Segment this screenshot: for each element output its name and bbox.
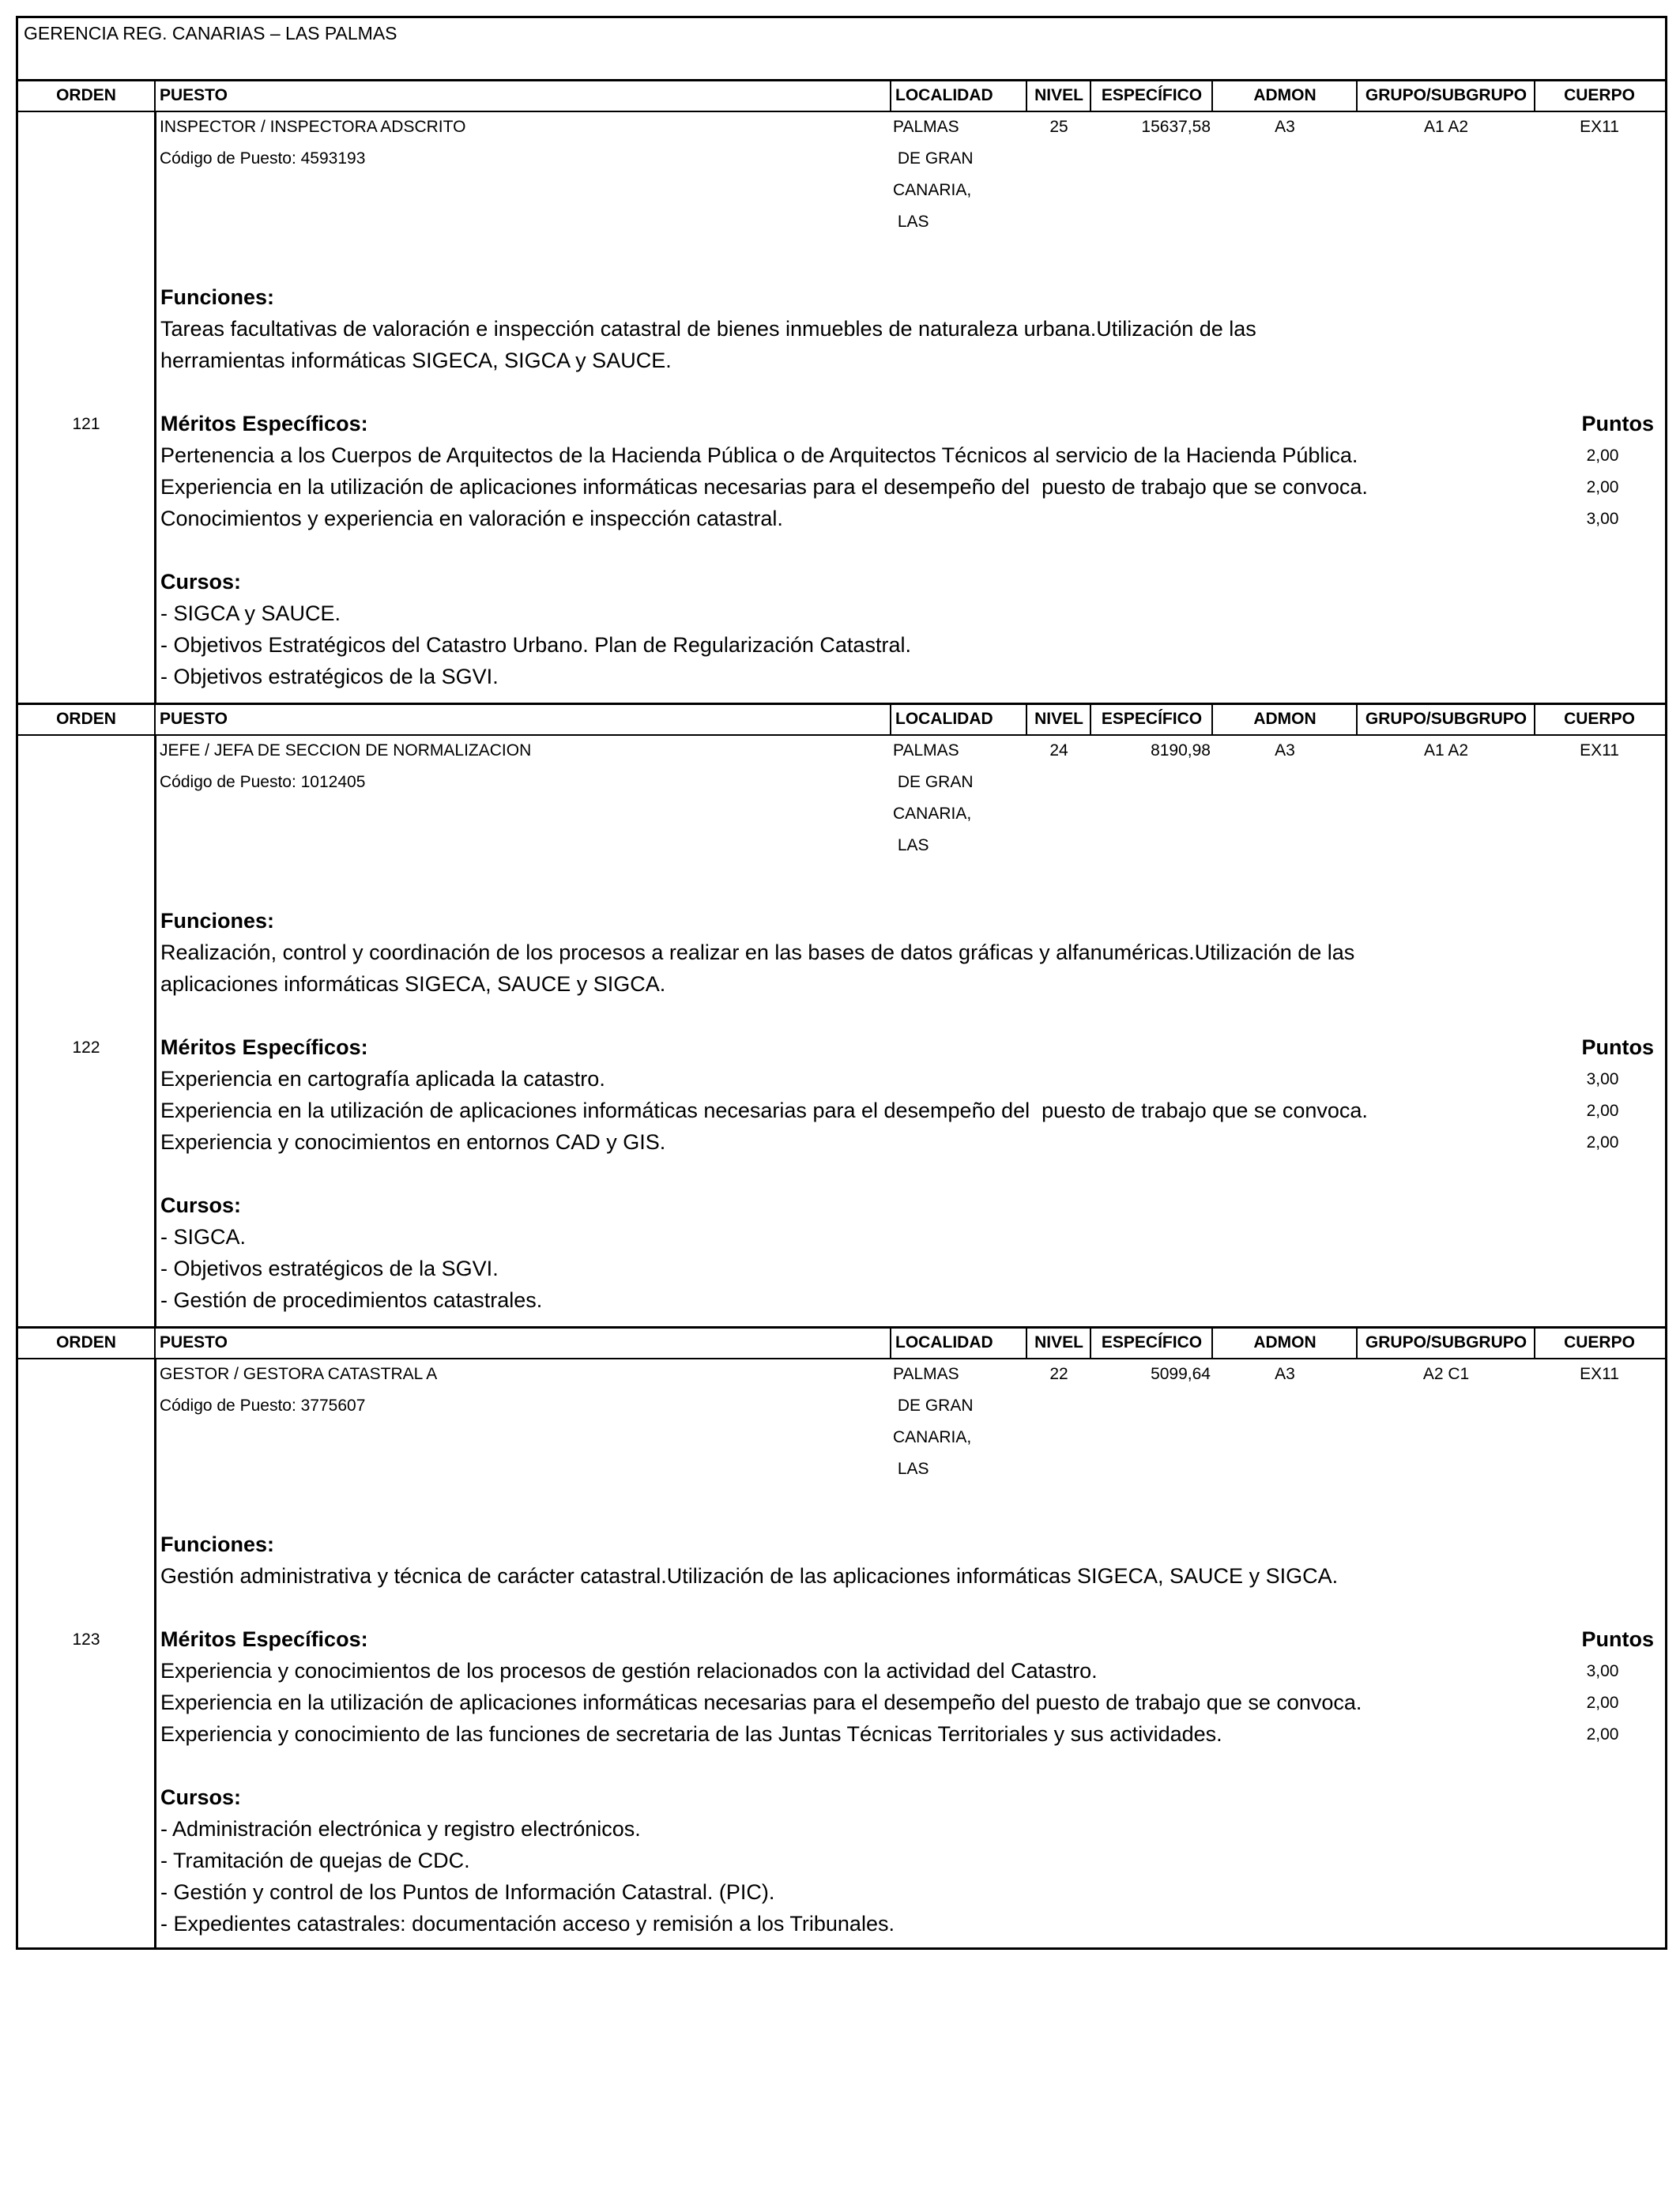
- orden-column-divider: [154, 111, 156, 703]
- header-column-divider: [890, 81, 891, 111]
- funciones-label: Funciones:: [160, 1532, 275, 1556]
- header-grupo: GRUPO/SUBGRUPO: [1365, 1333, 1527, 1351]
- merito-puntos: 2,00: [1586, 478, 1619, 496]
- localidad-line: CANARIA,: [893, 1428, 972, 1446]
- cursos-label: Cursos:: [160, 1193, 242, 1217]
- header-column-divider: [1026, 81, 1027, 111]
- curso-item: - Objetivos estratégicos de la SGVI.: [160, 665, 499, 688]
- header-admon: ADMON: [1253, 86, 1317, 104]
- header-column-divider: [154, 81, 156, 111]
- header-localidad: LOCALIDAD: [895, 710, 993, 728]
- curso-item: - Objetivos estratégicos de la SGVI.: [160, 1257, 499, 1280]
- cursos-label: Cursos:: [160, 570, 242, 594]
- puesto-title: INSPECTOR / INSPECTORA ADSCRITO: [160, 118, 466, 136]
- merito-text: Experiencia en la utilización de aplicaciones informáticas necesarias para el desempeño del puesto de trabajo que se convoca.: [160, 475, 1368, 499]
- header-localidad: LOCALIDAD: [895, 1333, 993, 1351]
- header-nivel: NIVEL: [1034, 710, 1083, 728]
- header-especifico: ESPECÍFICO: [1101, 1333, 1203, 1351]
- localidad-line: PALMAS: [893, 118, 959, 136]
- header-localidad: LOCALIDAD: [895, 86, 993, 104]
- header-cuerpo: CUERPO: [1564, 86, 1635, 104]
- grupo-value: A1 A2: [1423, 118, 1469, 136]
- header-grupo: GRUPO/SUBGRUPO: [1365, 86, 1527, 104]
- orden-number: 121: [72, 415, 100, 433]
- header-column-divider: [154, 1329, 156, 1358]
- header-bottom-rule: [18, 1358, 1665, 1359]
- grupo-value: A1 A2: [1423, 741, 1469, 760]
- grupo-value: A2 C1: [1422, 1365, 1470, 1383]
- header-column-divider: [890, 1329, 891, 1358]
- header-especifico: ESPECÍFICO: [1101, 86, 1203, 104]
- nivel-value: 24: [1049, 741, 1068, 760]
- localidad-line: LAS: [893, 213, 929, 231]
- merito-text: Experiencia y conocimiento de las funciones de secretaria de las Juntas Técnicas Territoriales y sus actividades.: [160, 1722, 1222, 1746]
- localidad-line: DE GRAN: [893, 773, 974, 791]
- cursos-label: Cursos:: [160, 1785, 242, 1809]
- curso-item: - Objetivos Estratégicos del Catastro Urbano. Plan de Regularización Catastral.: [160, 633, 911, 657]
- orden-column-divider: [154, 1358, 156, 1947]
- especifico-value: 15637,58: [1141, 118, 1211, 136]
- header-puesto: PUESTO: [160, 710, 228, 728]
- merito-text: Conocimientos y experiencia en valoración e inspección catastral.: [160, 507, 783, 530]
- curso-item: - Gestión y control de los Puntos de Información Catastral. (PIC).: [160, 1880, 775, 1904]
- funciones-line: Tareas facultativas de valoración e inspección catastral de bienes inmuebles de naturaleza urbana.Utilización de las: [160, 317, 1256, 341]
- curso-item: - Tramitación de quejas de CDC.: [160, 1849, 470, 1872]
- merito-puntos: 2,00: [1586, 447, 1619, 465]
- header-column-divider: [1026, 1329, 1027, 1358]
- curso-item: - Gestión de procedimientos catastrales.: [160, 1288, 543, 1312]
- header-bottom-rule: [18, 734, 1665, 736]
- header-column-divider: [1356, 81, 1358, 111]
- page-title: GERENCIA REG. CANARIAS – LAS PALMAS: [24, 23, 397, 43]
- funciones-label: Funciones:: [160, 285, 275, 309]
- orden-number: 122: [72, 1039, 100, 1057]
- curso-item: - Administración electrónica y registro electrónicos.: [160, 1817, 641, 1841]
- merito-text: Pertenencia a los Cuerpos de Arquitectos de la Hacienda Pública o de Arquitectos Técnicos al servicio de la Hacienda Pública.: [160, 443, 1358, 467]
- especifico-value: 5099,64: [1151, 1365, 1211, 1383]
- orden-column-divider: [154, 734, 156, 1326]
- curso-item: - SIGCA y SAUCE.: [160, 601, 341, 625]
- header-nivel: NIVEL: [1034, 86, 1083, 104]
- merito-puntos: 3,00: [1586, 1662, 1619, 1680]
- codigo-puesto: Código de Puesto: 1012405: [160, 773, 366, 791]
- merito-puntos: 3,00: [1586, 510, 1619, 528]
- curso-item: - SIGCA.: [160, 1225, 247, 1249]
- merito-puntos: 2,00: [1586, 1694, 1619, 1712]
- funciones-line: herramientas informáticas SIGECA, SIGCA y SAUCE.: [160, 349, 672, 372]
- cuerpo-value: EX11: [1580, 741, 1619, 760]
- localidad-line: DE GRAN: [893, 1397, 974, 1415]
- localidad-line: PALMAS: [893, 1365, 959, 1383]
- puesto-title: GESTOR / GESTORA CATASTRAL A: [160, 1365, 438, 1383]
- header-grupo: GRUPO/SUBGRUPO: [1365, 710, 1527, 728]
- header-column-divider: [1356, 705, 1358, 734]
- header-column-divider: [1211, 705, 1213, 734]
- merito-puntos: 2,00: [1586, 1102, 1619, 1120]
- header-column-divider: [1090, 81, 1091, 111]
- header-orden: ORDEN: [56, 86, 116, 104]
- nivel-value: 22: [1049, 1365, 1068, 1383]
- localidad-line: CANARIA,: [893, 181, 972, 199]
- header-puesto: PUESTO: [160, 86, 228, 104]
- meritos-label: Méritos Específicos:: [160, 1035, 368, 1059]
- nivel-value: 25: [1049, 118, 1068, 136]
- header-especifico: ESPECÍFICO: [1101, 710, 1203, 728]
- merito-text: Experiencia y conocimientos de los procesos de gestión relacionados con la actividad del Catastro.: [160, 1659, 1098, 1683]
- localidad-line: PALMAS: [893, 741, 959, 760]
- codigo-puesto: Código de Puesto: 3775607: [160, 1397, 366, 1415]
- header-orden: ORDEN: [56, 710, 116, 728]
- header-column-divider: [1534, 705, 1535, 734]
- curso-item: - Expedientes catastrales: documentación acceso y remisión a los Tribunales.: [160, 1912, 895, 1936]
- header-bottom-rule: [18, 111, 1665, 112]
- admon-value: A3: [1275, 118, 1295, 136]
- localidad-line: LAS: [893, 1460, 929, 1478]
- merito-text: Experiencia y conocimientos en entornos CAD y GIS.: [160, 1130, 666, 1154]
- document-frame: [16, 16, 1667, 1950]
- merito-text: Experiencia en la utilización de aplicaciones informáticas necesarias para el desempeño del puesto de trabajo que se convoca.: [160, 1099, 1368, 1122]
- header-column-divider: [1211, 81, 1213, 111]
- merito-puntos: 2,00: [1586, 1725, 1619, 1744]
- cuerpo-value: EX11: [1580, 1365, 1619, 1383]
- merito-text: Experiencia en cartografía aplicada la catastro.: [160, 1067, 605, 1091]
- header-admon: ADMON: [1253, 1333, 1317, 1351]
- funciones-line: aplicaciones informáticas SIGECA, SAUCE y SIGCA.: [160, 972, 666, 996]
- merito-text: Experiencia en la utilización de aplicaciones informáticas necesarias para el desempeño del puesto de trabajo que se convoca.: [160, 1691, 1362, 1714]
- header-column-divider: [1534, 81, 1535, 111]
- localidad-line: LAS: [893, 836, 929, 854]
- merito-puntos: 3,00: [1586, 1070, 1619, 1088]
- header-column-divider: [154, 705, 156, 734]
- header-column-divider: [1211, 1329, 1213, 1358]
- header-cuerpo: CUERPO: [1564, 710, 1635, 728]
- header-column-divider: [1090, 705, 1091, 734]
- merito-puntos: 2,00: [1586, 1133, 1619, 1152]
- localidad-line: CANARIA,: [893, 805, 972, 823]
- header-cuerpo: CUERPO: [1564, 1333, 1635, 1351]
- header-admon: ADMON: [1253, 710, 1317, 728]
- header-orden: ORDEN: [56, 1333, 116, 1351]
- header-column-divider: [1356, 1329, 1358, 1358]
- puntos-label: Puntos: [1581, 412, 1654, 435]
- puesto-title: JEFE / JEFA DE SECCION DE NORMALIZACION: [160, 741, 532, 760]
- header-puesto: PUESTO: [160, 1333, 228, 1351]
- meritos-label: Méritos Específicos:: [160, 1627, 368, 1651]
- header-column-divider: [1026, 705, 1027, 734]
- especifico-value: 8190,98: [1151, 741, 1211, 760]
- admon-value: A3: [1275, 1365, 1295, 1383]
- funciones-line: Realización, control y coordinación de los procesos a realizar en las bases de datos gráficas y alfanuméricas.Utilización de las: [160, 941, 1355, 964]
- puntos-label: Puntos: [1581, 1035, 1654, 1059]
- cuerpo-value: EX11: [1580, 118, 1619, 136]
- header-column-divider: [1534, 1329, 1535, 1358]
- puntos-label: Puntos: [1581, 1627, 1654, 1651]
- header-nivel: NIVEL: [1034, 1333, 1083, 1351]
- admon-value: A3: [1275, 741, 1295, 760]
- funciones-line: Gestión administrativa y técnica de carácter catastral.Utilización de las aplicaciones informáticas SIGECA, SAUCE y SIGCA.: [160, 1564, 1339, 1588]
- localidad-line: DE GRAN: [893, 149, 974, 168]
- header-column-divider: [890, 705, 891, 734]
- header-column-divider: [1090, 1329, 1091, 1358]
- funciones-label: Funciones:: [160, 909, 275, 933]
- codigo-puesto: Código de Puesto: 4593193: [160, 149, 366, 168]
- orden-number: 123: [72, 1630, 100, 1649]
- meritos-label: Méritos Específicos:: [160, 412, 368, 435]
